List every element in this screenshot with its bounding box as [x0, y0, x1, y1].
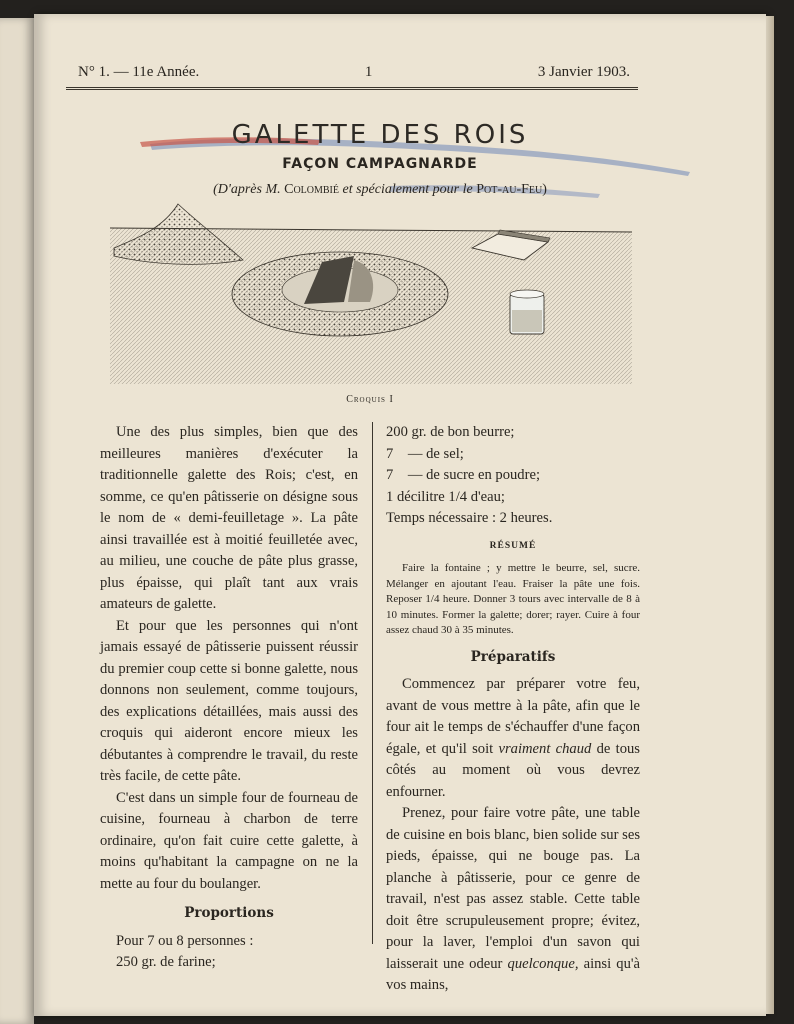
paragraph: Une des plus simples, bien que des meilleures manières d'exécuter la traditionnelle galette des Rois; c'est, en somme, ce qu'en pâtisserie on désigne sous le nom de « demi-feuilletage ». La pâte ainsi travaillée est à moitié feuilletée avec, au milieu, une couche de pâte plus grasse, plus épaisse, qui plaît tant aux vrais amateurs de galette.: [100, 424, 358, 612]
paragraph: Et pour que les personnes qui n'ont jamais essayé de pâtisserie puissent réussir du premier coup cette si bonne galette, nous donnons non seulement, comme toujours, des explications détaillées, mais aussi des croquis qui aideront encore mieux les débutantes à comprendre le travail, du reste très facile, de cette pâte.: [100, 617, 358, 784]
paragraph: [386, 803, 640, 997]
issue-date: 3 Janvier 1903.: [537, 64, 630, 80]
flour-fountain-illustration: [108, 198, 634, 384]
ingredient-qty: 200: [386, 424, 408, 440]
right-column: [386, 422, 640, 997]
paragraph: C'est dans un simple four de fourneau de cuisine, fourneau à charbon de terre ordinaire, qu'on fait cuire cette galette, à moins qu'habitant la campagne on ne la mette au four du boulanger.: [100, 789, 358, 892]
proportions-heading: Proportions: [184, 905, 274, 921]
ingredient-line: 250 gr. de farine;: [116, 954, 216, 970]
article-subtitle: FAÇON CAMPAGNARDE: [282, 156, 478, 172]
attribution-journal: Pot-au-Feu): [476, 182, 547, 197]
ingredient-qty: 1: [386, 488, 394, 505]
page-stack-edge: [766, 16, 774, 1014]
paragraph-text: Prenez, pour faire votre pâte, une table de cuisine en bois blanc, bien solide sur ses pieds, épaisse, qui ne bouge pas. La planche à pâtisserie, pour ce genre de travail, n'est pas assez stable. Cette table doit être scrupuleusement propre; évitez, pour la laver, l'emploi d'un savon qui laisserait une odeur: [386, 805, 640, 972]
paragraph: [386, 674, 640, 803]
paragraph-text: Commencez par préparer votre feu, avant de vous mettre à la pâte, afin que le four ait le temps de s'échauffer d'une façon égale, et qu'il soit: [386, 676, 640, 757]
paragraph-text: de tous côtés au moment où vous devrez enfourner.: [386, 740, 640, 800]
resume-heading: RÉSUMÉ: [489, 540, 537, 551]
emphasis-text: quelconque,: [507, 955, 579, 972]
figure-caption: Croquis I: [346, 394, 394, 405]
article-title: GALETTE DES ROIS: [231, 120, 529, 150]
attribution-prefix: (D'après M.: [213, 182, 281, 197]
time-needed: Temps nécessaire : 2 heures.: [386, 510, 553, 526]
ingredient-line: [386, 444, 640, 466]
facing-page-edge: [0, 18, 34, 1024]
ingredient-text: décilitre 1/4 d'eau;: [396, 488, 505, 505]
left-column: [100, 422, 358, 974]
preparatifs-heading: Préparatifs: [470, 648, 556, 665]
attribution-author: Colombié: [284, 182, 339, 197]
ingredient-text: gr. de bon beurre;: [411, 424, 515, 440]
ingredient-text: — de sel;: [407, 445, 464, 462]
proportions-intro: Pour 7 ou 8 personnes :: [116, 932, 254, 949]
ingredient-line: [386, 422, 640, 444]
page-number: 1: [364, 64, 373, 80]
attribution-middle: et spécialement pour le: [342, 182, 473, 197]
issue-number: N° 1. — 11e Année.: [78, 64, 200, 80]
ingredient-qty: 7: [386, 445, 394, 462]
page-header: [66, 64, 638, 90]
ingredient-text: — de sucre en poudre;: [407, 467, 540, 483]
ingredient-line: [386, 465, 640, 487]
emphasis-text: vraiment chaud: [498, 740, 592, 757]
resume-text: Faire la fontaine ; y mettre le beurre, sel, sucre. Mélanger en ajoutant l'eau. Fraiser la pâte une fois. Reposer 1/4 heure. Donner 3 tours avec intervalle de 8 à 10 minutes. Former la galette; dorer; rayer. Cuire à four assez chaud 30 à 35 minutes.: [386, 562, 640, 636]
column-divider: [372, 422, 373, 944]
title-block: [60, 112, 700, 202]
article-attribution: [140, 182, 620, 198]
ingredient-line: [386, 487, 640, 509]
ingredient-qty: 7: [386, 467, 394, 483]
paragraph-text: ainsi qu'à vos mains,: [386, 955, 640, 993]
